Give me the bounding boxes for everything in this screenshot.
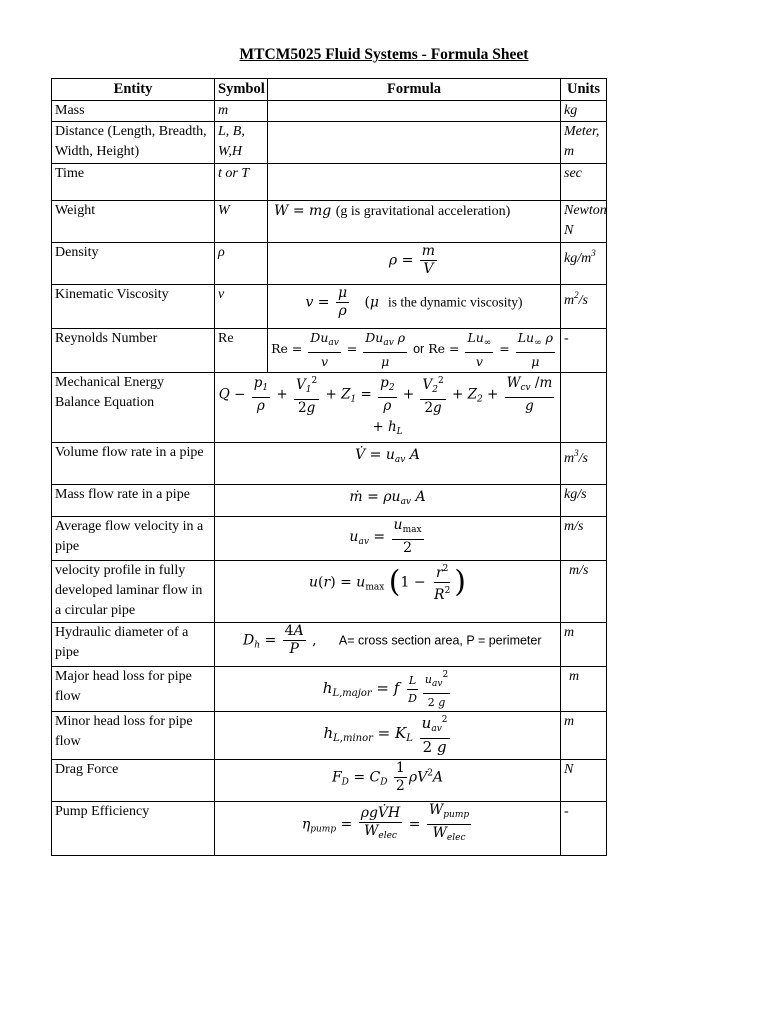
formula-cell: Re = $\frac{Du_{av}}{v}$ = $\frac{Du_{av} \rho}{\mu}$ or Re = $\frac{Lu_\infty}{v}$ = $\frac{Lu_\infty \rho}{\mu}$ (268, 329, 561, 373)
entity-cell: velocity profile in fully developed laminar flow in a circular pipe (52, 561, 215, 623)
header-units: Units (561, 79, 607, 101)
entity-cell: Volume flow rate in a pipe (52, 443, 215, 485)
header-row (52, 79, 607, 101)
entity-cell: Mass (52, 101, 215, 122)
units-cell: $m^2/s$ (561, 285, 607, 329)
table-row (52, 712, 607, 760)
units-cell: m/s (561, 561, 607, 623)
table-row (52, 760, 607, 802)
table-row (52, 164, 607, 201)
table-row (52, 517, 607, 561)
table-row (52, 329, 607, 373)
table-row (52, 667, 607, 712)
symbol-cell: W (215, 201, 268, 243)
header-symbol: Symbol (215, 79, 268, 101)
entity-cell: Kinematic Viscosity (52, 285, 215, 329)
units-cell: Meter, m (561, 122, 607, 164)
formula-table (51, 78, 607, 856)
entity-cell: Drag Force (52, 760, 215, 802)
formula-cell: $D_h$ = $\frac{4A}{P}$ , A= cross section area, P = perimeter (215, 623, 561, 667)
units-cell: kg/s (561, 485, 607, 517)
formula-cell: $u_{av}$ = $\frac{u_{max}}{2}$ (215, 517, 561, 561)
formula-cell (268, 164, 561, 201)
units-cell: m (561, 623, 607, 667)
formula-cell: ṁ = $\rho u_{av}$ A (215, 485, 561, 517)
table-row (52, 122, 607, 164)
formula-cell: $u(r) = u_{max}$ (1 − $\frac{r^2}{R^2}$ ) (215, 561, 561, 623)
formula-cell (268, 101, 561, 122)
formula-cell: v = $\frac{\mu}{\rho}$ (μ is the dynamic viscosity) (268, 285, 561, 329)
units-cell: $kg/m^3$ (561, 243, 607, 285)
symbol-cell: m (215, 101, 268, 122)
entity-cell: Pump Efficiency (52, 802, 215, 856)
symbol-cell: t or T (215, 164, 268, 201)
entity-cell: Mass flow rate in a pipe (52, 485, 215, 517)
entity-cell: Hydraulic diameter of a pipe (52, 623, 215, 667)
weight-formula: W = mg (274, 203, 332, 219)
formula-cell: ρ = $\frac{m}{V}$ (268, 243, 561, 285)
entity-cell: Mechanical Energy Balance Equation (52, 373, 215, 443)
units-cell: sec (561, 164, 607, 201)
table-row (52, 285, 607, 329)
entity-cell: Distance (Length, Breadth, Width, Height) (52, 122, 215, 164)
units-cell: m (561, 712, 607, 760)
symbol-cell: v (215, 285, 268, 329)
table-row (52, 443, 607, 485)
units-cell: m/s (561, 517, 607, 561)
formula-cell (268, 201, 561, 243)
formula-cell: $F_D = C_D$ $\frac{1}{2}$ $\rho V^2A$ (215, 760, 561, 802)
formula-cell (268, 122, 561, 164)
units-cell (561, 373, 607, 443)
formula-cell: $h_{L,minor} = K_L$ $\frac{u_{av}^2}{2 g}$ (215, 712, 561, 760)
entity-cell: Time (52, 164, 215, 201)
page-title: MTCM5025 Fluid Systems - Formula Sheet (239, 46, 529, 63)
header-entity: Entity (52, 79, 215, 101)
entity-cell: Average flow velocity in a pipe (52, 517, 215, 561)
entity-cell: Minor head loss for pipe flow (52, 712, 215, 760)
symbol-cell: Re (215, 329, 268, 373)
table-row (52, 201, 607, 243)
entity-cell: Major head loss for pipe flow (52, 667, 215, 712)
formula-cell: V̇ = $u_{av}$ A (215, 443, 561, 485)
units-cell: $m^3/s$ (561, 443, 607, 485)
formula-cell: Q − $\frac{p_1}{\rho}$ + $\frac{V_1^2}{2g}$ + $Z_1$ = $\frac{p_2}{\rho}$ + $\frac{V_2^2}{2g}$ + $Z_2$ + $\frac{W_{cv} /m}{g}$ + $h_L$ (215, 373, 561, 443)
table-row (52, 101, 607, 122)
formula-cell: $h_{L,major} = f$ $\frac{L}{D}$ $\frac{u_{av}^2}{2 g}$ (215, 667, 561, 712)
table-row (52, 485, 607, 517)
entity-cell: Density (52, 243, 215, 285)
table-row (52, 561, 607, 623)
table-row (52, 243, 607, 285)
units-cell: - (561, 329, 607, 373)
table-row (52, 373, 607, 443)
entity-cell: Reynolds Number (52, 329, 215, 373)
symbol-cell: ρ (215, 243, 268, 285)
units-cell: - (561, 802, 607, 856)
units-cell: N (561, 760, 607, 802)
header-formula: Formula (268, 79, 561, 101)
entity-cell: Weight (52, 201, 215, 243)
formula-cell: $\eta_{pump}$ = $\frac{\text{ρgV̇H}}{W_{elec}}$ = $\frac{W_{pump}}{W_{elec}}$ (215, 802, 561, 856)
symbol-cell: L, B, W,H (215, 122, 268, 164)
weight-note: (g is gravitational acceleration) (335, 204, 511, 219)
units-cell: m (561, 667, 607, 712)
units-cell: kg (561, 101, 607, 122)
table-row (52, 623, 607, 667)
table-row (52, 802, 607, 856)
units-cell: Newton N (561, 201, 607, 243)
